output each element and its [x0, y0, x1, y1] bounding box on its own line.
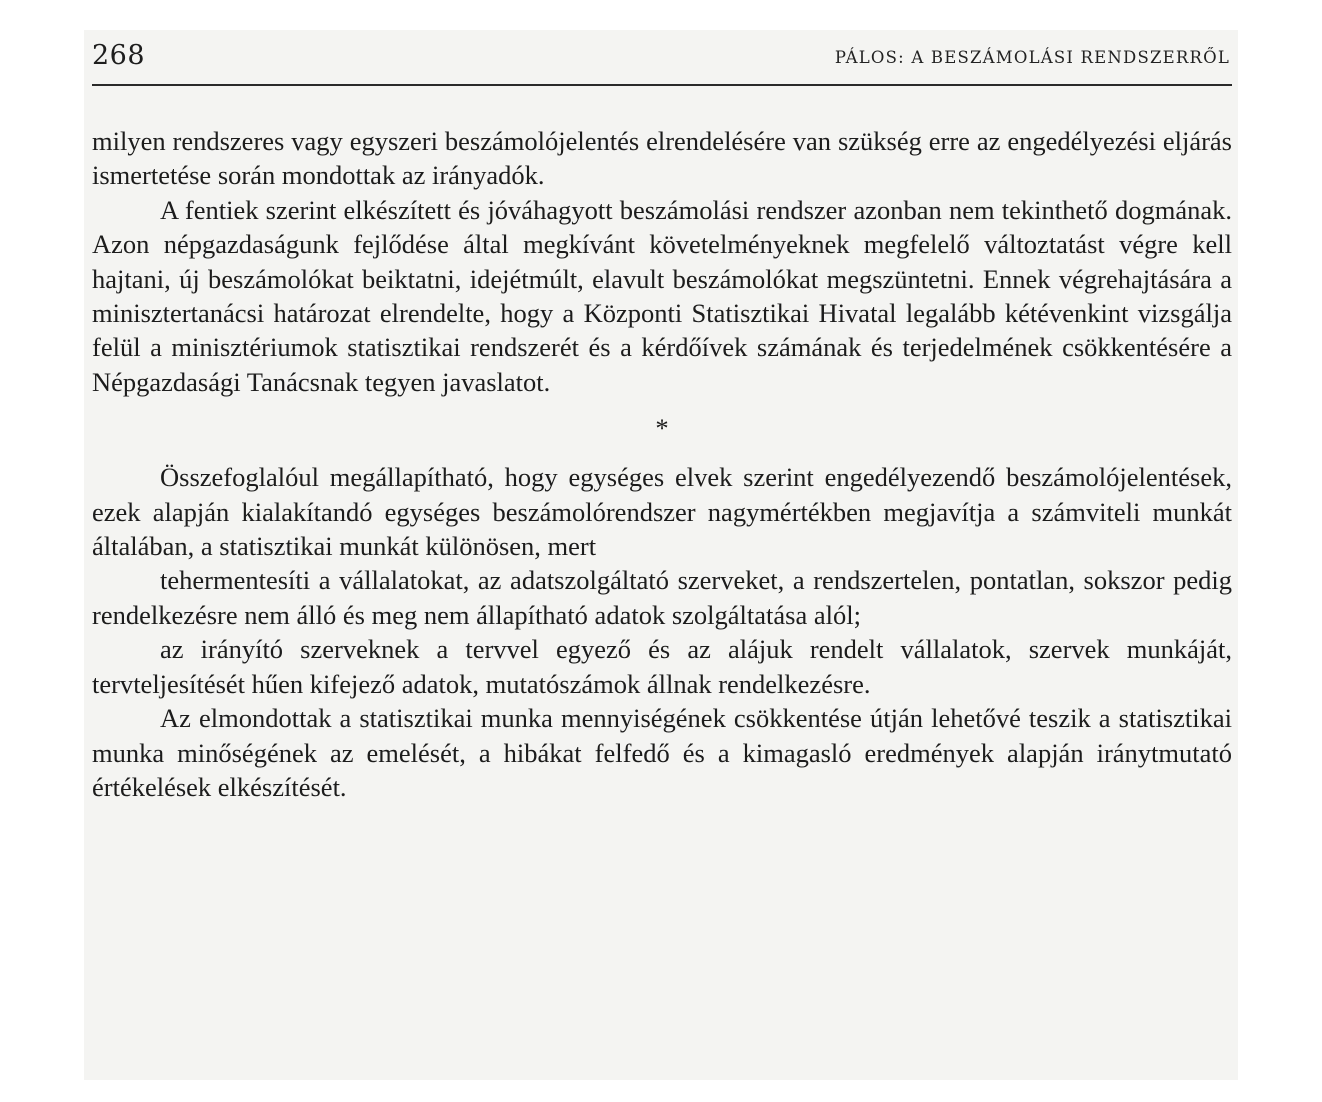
page-number: 268: [92, 40, 146, 71]
body-text: [92, 124, 1232, 804]
header-rule: [92, 84, 1232, 86]
paragraph-continuation: milyen rendszeres vagy egyszeri beszámolójelentés elrendelésére van szükség erre az engedélyezési eljárás ismertetése során mondottak az irányadók.: [92, 126, 1232, 191]
paragraph-conclusion: Az elmondottak a statisztikai munka mennyiségének csökkentése útján lehetővé teszik a statisztikai munka minőségének az emelését, a hibákat felfedő és a kimagasló eredmények alapján iránytmutató értékelések elkészítését.: [92, 703, 1232, 802]
paragraph-point-data: az irányító szerveknek a tervvel egyező és az alájuk rendelt vállalatok, szervek munkáját, tervteljesítését hűen kifejező adatok, mutatószámok állnak rendelkezésre.: [92, 634, 1232, 699]
paragraph-point-relief: tehermentesíti a vállalatokat, az adatszolgáltató szerveket, a rendszertelen, pontatlan, sokszor pedig rendelkezésre nem álló és meg nem állapítható adatok szolgáltatása alól;: [92, 565, 1232, 630]
paragraph-summary: Összefoglalóul megállapítható, hogy egységes elvek szerint engedélyezendő beszámolójelentések, ezek alapján kialakítandó egységes beszámolórendszer nagymértékben megjavítja a számviteli munkát általában, a statisztikai munkát különösen, mert: [92, 462, 1232, 562]
page-header: [92, 40, 1232, 86]
paragraph-revision: A fentiek szerint elkészített és jóváhagyott beszámolási rendszer azonban nem tekinthető dogmának. Azon népgazdaságunk fejlődése által megkívánt követelményeknek megfelelő változtatást végre kell hajtani, új beszámolókat beiktatni, idejétmúlt, elavult beszámolókat megszüntetni. Ennek végrehajtására a minisztertanácsi határozat elrendelte, hogy a Központi Statisztikai Hivatal legalább kétévenkint vizsgálja felül a minisztériumok statisztikai rendszerét és a kérdőívek számának és terjedelmének csökkentésére a Népgazdasági Tanácsnak tegyen javaslatot.: [92, 194, 1232, 397]
section-separator-asterisk: *: [655, 413, 669, 444]
running-head: PÁLOS: A BESZÁMOLÁSI RENDSZERRŐL: [834, 48, 1230, 67]
